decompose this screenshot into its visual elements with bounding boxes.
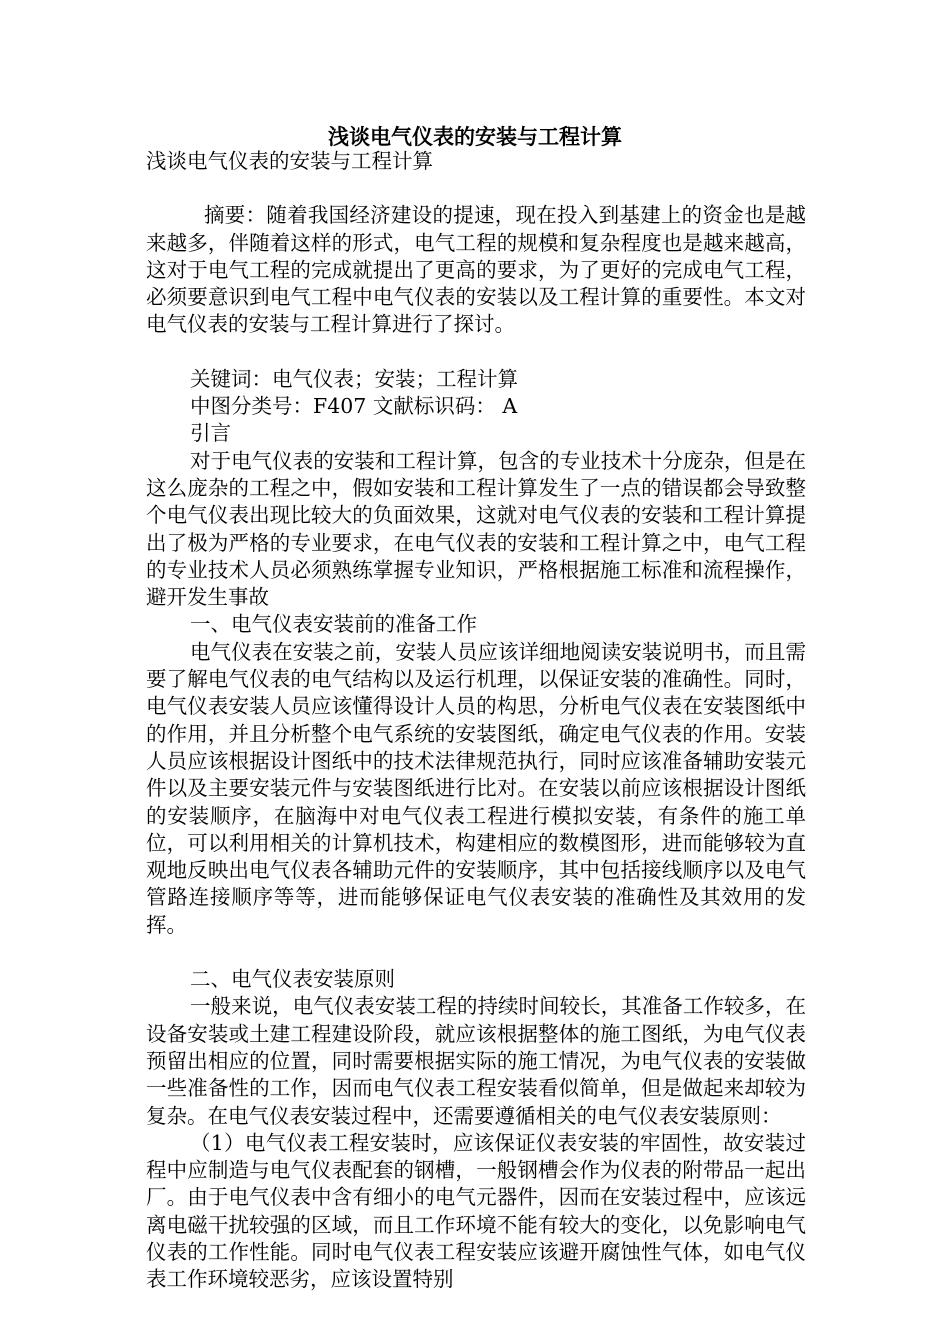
item1-paragraph: （1）电气仪表工程安装时，应该保证仪表安装的牢固性，故安装过程中应制造与电气仪表配套的钢槽，一般钢槽会作为仪表的附带品一起出厂。由于电气仪表中含有细小的电气元器件，因而在安装过程中，应该远离电磁干扰较强的区域，而且工作环境不能有较大的变化，以免影响电气仪表的工作性能。同时电气仪表工程安装应该避开腐蚀性气体，如电气仪表工作环境较恶劣，应该设置特别	[146, 1130, 806, 1292]
classification-line: 中图分类号：F407 文献标识码： A	[190, 394, 518, 419]
section2-heading: 二、电气仪表安装原则	[190, 967, 395, 992]
spacer	[146, 175, 806, 202]
section2-paragraph: 一般来说，电气仪表安装工程的持续时间较长，其准备工作较多，在设备安装或土建工程建设阶段，就应该根据整体的施工图纸，为电气仪表预留出相应的位置，同时需要根据实际的施工情况，为电气仪表的安装做一些准备性的工作，因而电气仪表工程安装看似简单，但是做起来却较为复杂。在电气仪表安装过程中，还需要遵循相关的电气仪表安装原则：	[146, 994, 806, 1128]
spacer	[146, 339, 806, 366]
intro-paragraph: 对于电气仪表的安装和工程计算，包含的专业技术十分庞杂，但是在这么庞杂的工程之中，假如安装和工程计算发生了一点的错误都会导致整个电气仪表出现比较大的负面效果，这就对电气仪表的安装和工程计算提出了极为严格的专业要求，在电气仪表的安装和工程计算之中，电气工程的专业技术人员必须熟练掌握专业知识，严格根据施工标准和流程操作，避开发生事故	[146, 448, 806, 610]
document-subtitle: 浅谈电气仪表的安装与工程计算	[146, 149, 433, 173]
keywords-line: 关键词：电气仪表；安装；工程计算	[190, 366, 518, 391]
intro-heading: 引言	[190, 421, 231, 446]
document-body	[146, 148, 806, 1294]
section1-heading: 一、电气仪表安装前的准备工作	[190, 612, 477, 637]
spacer	[146, 939, 806, 966]
abstract-paragraph: 摘要：随着我国经济建设的提速，现在投入到基建上的资金也是越来越多，伴随着这样的形式，电气工程的规模和复杂程度也是越来越高，这对于电气工程的完成就提出了更高的要求，为了更好的完成电气工程，必须要意识到电气工程中电气仪表的安装以及工程计算的重要性。本文对电气仪表的安装与工程计算进行了探讨。	[146, 203, 806, 337]
section1-paragraph: 电气仪表在安装之前，安装人员应该详细地阅读安装说明书，而且需要了解电气仪表的电气结构以及运行机理，以保证安装的准确性。同时，电气仪表安装人员应该懂得设计人员的构思，分析电气仪表在安装图纸中的作用，并且分析整个电气系统的安装图纸，确定电气仪表的作用。安装人员应该根据设计图纸中的技术法律规范执行，同时应该准备辅助安装元件以及主要安装元件与安装图纸进行比对。在安装以前应该根据设计图纸的安装顺序，在脑海中对电气仪表工程进行模拟安装，有条件的施工单位，可以利用相关的计算机技术，构建相应的数模图形，进而能够较为直观地反映出电气仪表各辅助元件的安装顺序，其中包括接线顺序以及电气管路连接顺序等等，进而能够保证电气仪表安装的准确性及其效用的发挥。	[146, 639, 806, 937]
document-title: 浅谈电气仪表的安装与工程计算	[328, 125, 622, 149]
